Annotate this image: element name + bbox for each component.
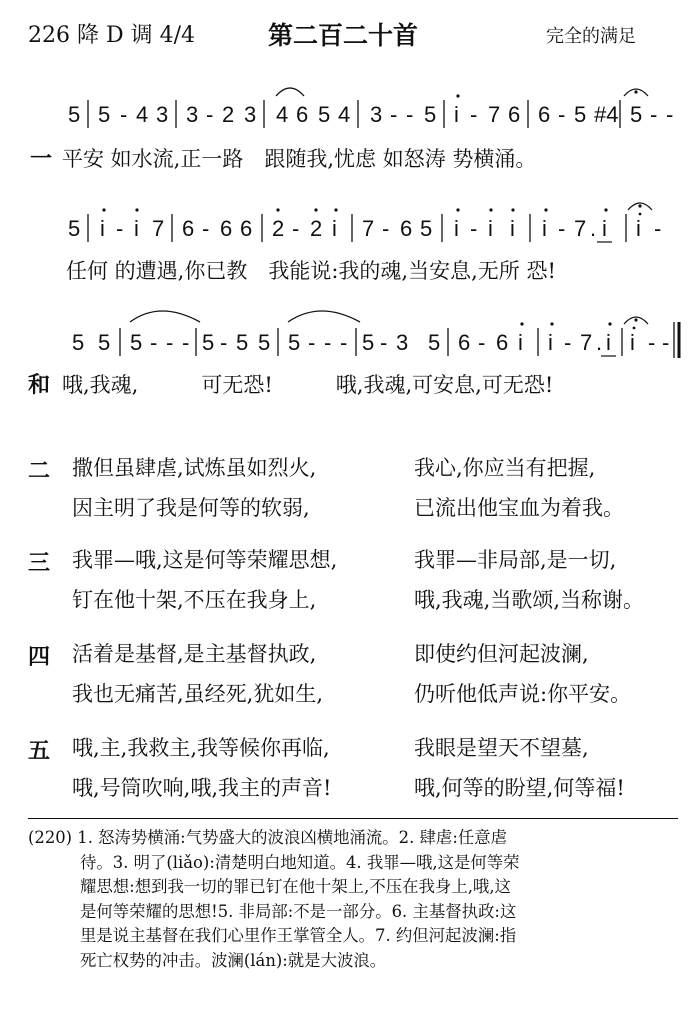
svg-text:6: 6	[458, 330, 471, 355]
svg-text:#4: #4	[594, 102, 619, 127]
footnote-line: 死亡权势的冲击。波澜(lán):就是大波浪。	[80, 950, 387, 970]
verse-number: 三	[28, 550, 51, 576]
svg-text:i: i	[542, 216, 547, 241]
verse-line: 已流出他宝血为着我。	[414, 496, 624, 520]
svg-text:5: 5	[424, 102, 437, 127]
verse-line: 我眼是望天不望墓,	[414, 736, 589, 760]
verse-line: 我罪—非局部,是一切,	[414, 548, 617, 572]
footnote-line: 耀思想:想到我一切的罪已钉在他十架上,不压在我身上,哦,这	[80, 877, 511, 896]
verse-line: 撒但虽肆虐,试炼虽如烈火,	[72, 456, 317, 480]
svg-text:i: i	[454, 216, 459, 241]
svg-text:7: 7	[574, 216, 587, 241]
system-3-notes	[72, 311, 679, 358]
system-2-lyrics: 任何 的遭遇,你已教 我能说:我的魂,当安息,无所 恐!	[66, 259, 556, 283]
svg-text:3: 3	[244, 102, 257, 127]
svg-text:-: -	[648, 330, 656, 355]
svg-text:5: 5	[202, 330, 215, 355]
svg-text:i: i	[636, 216, 641, 241]
svg-text:-: -	[182, 330, 190, 355]
svg-text:i: i	[518, 330, 523, 355]
svg-text:-: -	[406, 102, 414, 127]
svg-text:i: i	[488, 216, 493, 241]
svg-text:-: -	[390, 102, 398, 127]
svg-text:-: -	[292, 216, 300, 241]
svg-text:6: 6	[400, 216, 413, 241]
system-1-lyrics: 平安 如水流,正一路 跟随我,忧虑 如怒涛 势横涌。	[62, 147, 537, 171]
svg-text:6: 6	[182, 216, 195, 241]
svg-text:.: .	[590, 216, 597, 241]
svg-text:5: 5	[362, 330, 375, 355]
verse-number: 五	[28, 738, 51, 764]
svg-text:i: i	[548, 330, 553, 355]
system-1-notes	[68, 88, 673, 128]
svg-text:7: 7	[488, 102, 501, 127]
verse-line: 哦,何等的盼望,何等福!	[414, 776, 625, 800]
svg-text:-: -	[666, 102, 674, 127]
hymn-title: 第二百二十首	[268, 21, 419, 50]
hymn-subtitle: 完全的满足	[546, 26, 636, 47]
verse-line: 哦,我魂,当歌颂,当称谢。	[414, 588, 645, 612]
verse-line: 钉在他十架,不压在我身上,	[72, 588, 317, 612]
svg-text:-: -	[558, 102, 566, 127]
svg-text:-: -	[478, 330, 486, 355]
svg-text:-: -	[654, 216, 662, 241]
system-3-lyrics: 哦,我魂, 可无恐! 哦,我魂,可安息,可无恐!	[62, 373, 554, 397]
svg-text:-: -	[116, 216, 124, 241]
footnotes	[28, 826, 680, 973]
svg-text:6: 6	[496, 330, 509, 355]
svg-text:5: 5	[574, 102, 587, 127]
svg-text:i: i	[332, 216, 337, 241]
verse-line: 哦,主,我救主,我等候你再临,	[72, 736, 330, 760]
hymn-number-key: 226 降 D 调 4/4	[28, 23, 196, 48]
svg-text:2: 2	[310, 216, 323, 241]
svg-text:7: 7	[580, 330, 593, 355]
footnote-line: (220) 1. 怒涛势横涌:气势盛大的波浪凶横地涌流。2. 肆虐:任意虐	[28, 828, 508, 847]
verse-line: 哦,号筒吹响,哦,我主的声音!	[72, 776, 332, 800]
svg-text:-: -	[380, 330, 388, 355]
score-notation	[0, 0, 700, 420]
svg-text:-: -	[166, 330, 174, 355]
svg-text:5: 5	[98, 102, 111, 127]
svg-text:-: -	[662, 330, 670, 355]
svg-text:3: 3	[396, 330, 409, 355]
svg-text:4: 4	[338, 102, 351, 127]
footnote-divider	[28, 818, 678, 819]
svg-text:5: 5	[98, 330, 111, 355]
verse-number: 四	[28, 644, 51, 670]
svg-text:-: -	[558, 216, 566, 241]
verse-line: 活着是基督,是主基督执政,	[72, 642, 317, 666]
system-1-label: 一	[30, 146, 53, 172]
svg-text:6: 6	[538, 102, 551, 127]
svg-text:i: i	[100, 216, 105, 241]
svg-text:-: -	[324, 330, 332, 355]
svg-text:3: 3	[370, 102, 383, 127]
svg-text:i: i	[510, 216, 515, 241]
svg-text:-: -	[120, 102, 128, 127]
svg-text:5: 5	[68, 102, 81, 127]
svg-text:i: i	[630, 330, 635, 355]
svg-text:i: i	[602, 216, 607, 241]
svg-text:2: 2	[222, 102, 235, 127]
svg-text:6: 6	[508, 102, 521, 127]
svg-text:.: .	[596, 330, 603, 355]
verse-line: 因主明了我是何等的软弱,	[72, 496, 310, 520]
system-3-label: 和	[28, 372, 51, 398]
svg-text:-: -	[220, 330, 228, 355]
svg-text:5: 5	[428, 330, 441, 355]
verse-line: 仍听他低声说:你平安。	[414, 682, 632, 706]
svg-text:4: 4	[136, 102, 149, 127]
svg-text:5: 5	[236, 330, 249, 355]
verse-line: 即使约但河起波澜,	[414, 642, 589, 666]
svg-text:6: 6	[296, 102, 309, 127]
svg-text:5: 5	[72, 330, 85, 355]
svg-text:-: -	[150, 330, 158, 355]
svg-text:5: 5	[258, 330, 271, 355]
footnote-line: 里是说主基督在我们心里作王掌管全人。7. 约但河起波澜:指	[80, 926, 517, 945]
svg-text:5: 5	[318, 102, 331, 127]
svg-text:7: 7	[362, 216, 375, 241]
svg-text:6: 6	[220, 216, 233, 241]
verse-number: 二	[28, 458, 51, 484]
svg-text:5: 5	[420, 216, 433, 241]
svg-text:-: -	[308, 330, 316, 355]
svg-text:5: 5	[130, 330, 143, 355]
svg-text:i: i	[606, 330, 611, 355]
svg-text:4: 4	[276, 102, 289, 127]
svg-text:5: 5	[630, 102, 643, 127]
svg-text:-: -	[650, 102, 658, 127]
system-2-notes	[68, 203, 661, 242]
svg-text:-: -	[340, 330, 348, 355]
svg-text:-: -	[564, 330, 572, 355]
svg-text:5: 5	[68, 216, 81, 241]
verse-line: 我心,你应当有把握,	[414, 456, 596, 480]
svg-text:-: -	[206, 102, 214, 127]
svg-text:3: 3	[156, 102, 169, 127]
svg-text:6: 6	[240, 216, 253, 241]
svg-text:-: -	[470, 102, 478, 127]
svg-text:3: 3	[186, 102, 199, 127]
verse-line: 我也无痛苦,虽经死,犹如生,	[72, 682, 324, 706]
svg-text:-: -	[382, 216, 390, 241]
svg-text:i: i	[454, 102, 459, 127]
footnote-line: 待。3. 明了(liǎo):清楚明白地知道。4. 我罪—哦,这是何等荣	[80, 852, 520, 872]
svg-text:7: 7	[152, 216, 165, 241]
svg-text:-: -	[470, 216, 478, 241]
verse-line: 我罪—哦,这是何等荣耀思想,	[72, 548, 338, 572]
svg-text:-: -	[202, 216, 210, 241]
svg-text:5: 5	[288, 330, 301, 355]
footnote-line: 是何等荣耀的思想!5. 非局部:不是一部分。6. 主基督执政:这	[80, 901, 517, 921]
svg-text:i: i	[134, 216, 139, 241]
svg-text:2: 2	[272, 216, 285, 241]
